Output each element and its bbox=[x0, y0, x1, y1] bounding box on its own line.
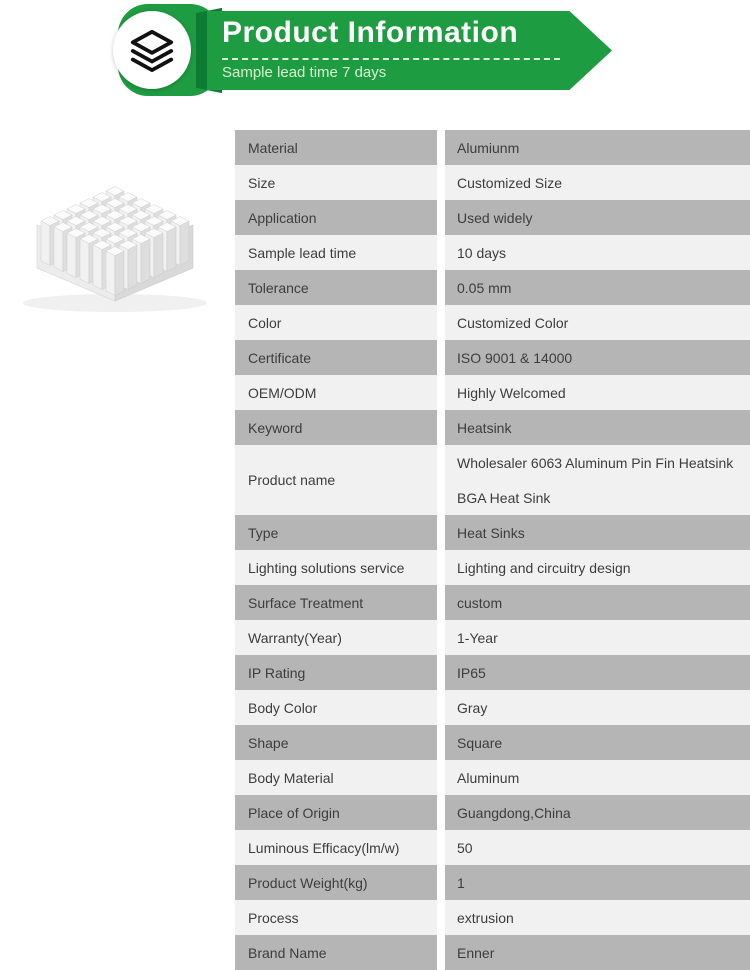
table-row bbox=[235, 340, 750, 375]
spec-label: Sample lead time bbox=[235, 235, 437, 270]
spec-value bbox=[445, 655, 750, 690]
spec-value-line: Alumiunm bbox=[457, 139, 520, 156]
spec-value-line: 1 bbox=[457, 874, 465, 891]
header-subtitle: Sample lead time 7 days bbox=[222, 64, 387, 81]
spec-value bbox=[445, 690, 750, 725]
spec-label: Brand Name bbox=[235, 935, 437, 970]
spec-value-line: custom bbox=[457, 594, 503, 611]
spec-label: OEM/ODM bbox=[235, 375, 437, 410]
spec-value bbox=[445, 270, 750, 305]
table-row bbox=[235, 585, 750, 620]
spec-value-line: 1-Year bbox=[457, 629, 498, 646]
spec-value-line: 0.05 mm bbox=[457, 279, 512, 296]
spec-value-line: 50 bbox=[457, 839, 473, 856]
spec-value-line: 10 days bbox=[457, 244, 507, 261]
spec-value-line: Square bbox=[457, 734, 503, 751]
spec-value bbox=[445, 200, 750, 235]
spec-label: Product name bbox=[235, 445, 437, 515]
header-banner bbox=[0, 0, 750, 110]
spec-value-line: Heat Sinks bbox=[457, 524, 525, 541]
spec-value bbox=[445, 235, 750, 270]
table-row bbox=[235, 725, 750, 760]
table-row bbox=[235, 445, 750, 515]
spec-value-line: Aluminum bbox=[457, 769, 520, 786]
spec-label: Application bbox=[235, 200, 437, 235]
spec-value bbox=[445, 305, 750, 340]
spec-value-line: Enner bbox=[457, 944, 495, 961]
spec-label: Certificate bbox=[235, 340, 437, 375]
spec-value-line: Guangdong,China bbox=[457, 804, 571, 821]
layers-icon bbox=[129, 27, 175, 73]
spec-value bbox=[445, 165, 750, 200]
spec-value bbox=[445, 550, 750, 585]
table-row bbox=[235, 795, 750, 830]
spec-label: Tolerance bbox=[235, 270, 437, 305]
spec-value bbox=[445, 725, 750, 760]
spec-label: Luminous Efficacy(lm/w) bbox=[235, 830, 437, 865]
spec-value bbox=[445, 900, 750, 935]
table-row bbox=[235, 235, 750, 270]
spec-value bbox=[445, 795, 750, 830]
table-row bbox=[235, 830, 750, 865]
spec-value-line: Highly Welcomed bbox=[457, 384, 566, 401]
table-row bbox=[235, 130, 750, 165]
spec-value-line: Customized Size bbox=[457, 174, 563, 191]
table-row bbox=[235, 200, 750, 235]
spec-value-line: Lighting and circuitry design bbox=[457, 559, 631, 576]
table-row bbox=[235, 620, 750, 655]
spec-value-line: IP65 bbox=[457, 664, 486, 681]
spec-label: Surface Treatment bbox=[235, 585, 437, 620]
spec-value bbox=[445, 130, 750, 165]
spec-label: Keyword bbox=[235, 410, 437, 445]
spec-value-line: Customized Color bbox=[457, 314, 569, 331]
spec-label: IP Rating bbox=[235, 655, 437, 690]
spec-label: Place of Origin bbox=[235, 795, 437, 830]
spec-value bbox=[445, 515, 750, 550]
title-divider bbox=[222, 58, 560, 60]
table-row bbox=[235, 165, 750, 200]
table-row bbox=[235, 935, 750, 970]
spec-value bbox=[445, 620, 750, 655]
table-row bbox=[235, 865, 750, 900]
header-icon-circle bbox=[113, 11, 191, 89]
spec-label: Shape bbox=[235, 725, 437, 760]
spec-value bbox=[445, 375, 750, 410]
spec-label: Type bbox=[235, 515, 437, 550]
page-title: Product Information bbox=[222, 16, 519, 49]
spec-value-line: extrusion bbox=[457, 909, 514, 926]
table-row bbox=[235, 270, 750, 305]
spec-label: Body Color bbox=[235, 690, 437, 725]
spec-label: Warranty(Year) bbox=[235, 620, 437, 655]
table-row bbox=[235, 760, 750, 795]
table-row bbox=[235, 305, 750, 340]
table-row bbox=[235, 550, 750, 585]
spec-value-line: Gray bbox=[457, 699, 488, 716]
spec-value bbox=[445, 585, 750, 620]
table-row bbox=[235, 410, 750, 445]
spec-value bbox=[445, 445, 750, 515]
spec-value-line: BGA Heat Sink bbox=[457, 489, 551, 506]
table-row bbox=[235, 690, 750, 725]
spec-label: Lighting solutions service bbox=[235, 550, 437, 585]
spec-value bbox=[445, 865, 750, 900]
spec-label: Color bbox=[235, 305, 437, 340]
table-row bbox=[235, 655, 750, 690]
spec-value bbox=[445, 830, 750, 865]
table-row bbox=[235, 900, 750, 935]
spec-label: Process bbox=[235, 900, 437, 935]
spec-label: Size bbox=[235, 165, 437, 200]
spec-label: Product Weight(kg) bbox=[235, 865, 437, 900]
spec-value bbox=[445, 340, 750, 375]
spec-table bbox=[235, 130, 750, 970]
spec-value bbox=[445, 935, 750, 970]
spec-value-line: Used widely bbox=[457, 209, 533, 226]
spec-label: Material bbox=[235, 130, 437, 165]
spec-label: Body Material bbox=[235, 760, 437, 795]
spec-value-line: Wholesaler 6063 Aluminum Pin Fin Heatsink bbox=[457, 454, 734, 471]
table-row bbox=[235, 375, 750, 410]
table-row bbox=[235, 515, 750, 550]
product-image bbox=[5, 163, 227, 315]
spec-value-line: ISO 9001 & 14000 bbox=[457, 349, 573, 366]
spec-value bbox=[445, 760, 750, 795]
spec-value bbox=[445, 410, 750, 445]
spec-value-line: Heatsink bbox=[457, 419, 512, 436]
